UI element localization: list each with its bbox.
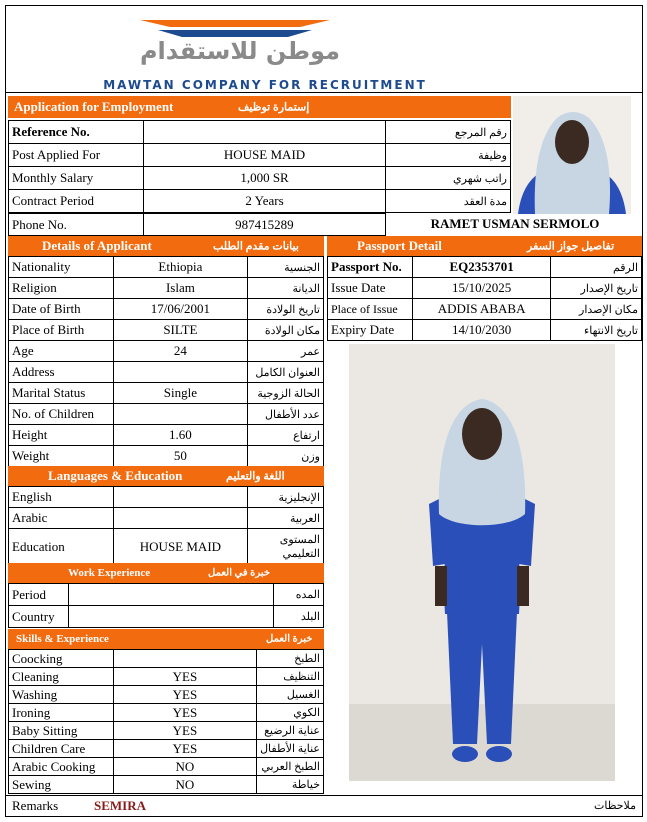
age-label: Age bbox=[9, 341, 114, 362]
address-label-ar: العنوان الكامل bbox=[248, 362, 324, 383]
arabic-label-ar: العربية bbox=[248, 508, 324, 529]
phone-label: Phone No. bbox=[9, 214, 144, 236]
place-of-issue-label: Place of Issue bbox=[328, 299, 413, 320]
ironing-label: Ironing bbox=[9, 704, 114, 722]
phone-table bbox=[8, 213, 386, 236]
height-label-ar: ارتفاع bbox=[248, 425, 324, 446]
weight-label-ar: وزن bbox=[248, 446, 324, 467]
age-label-ar: عمر bbox=[248, 341, 324, 362]
period-label: Period bbox=[9, 584, 69, 606]
passport-table bbox=[327, 256, 642, 341]
children-label: No. of Children bbox=[9, 404, 114, 425]
table-row bbox=[9, 650, 324, 668]
skills-table bbox=[8, 649, 324, 794]
english-label-ar: الإنجليزية bbox=[248, 487, 324, 508]
table-row bbox=[328, 299, 642, 320]
remarks-label-ar: ملاحظات bbox=[594, 800, 636, 812]
table-row bbox=[9, 121, 511, 144]
table-row bbox=[328, 257, 642, 278]
table-row bbox=[9, 529, 324, 565]
reference-label: Reference No. bbox=[9, 121, 144, 144]
age-value: 24 bbox=[113, 341, 247, 362]
remarks-label: Remarks bbox=[12, 798, 59, 813]
table-row bbox=[9, 487, 324, 508]
period-label-ar: المده bbox=[274, 584, 324, 606]
languages-header bbox=[8, 466, 324, 486]
issue-date-value: 15/10/2025 bbox=[412, 278, 550, 299]
table-row bbox=[9, 299, 324, 320]
table-row bbox=[328, 320, 642, 341]
address-label: Address bbox=[9, 362, 114, 383]
table-row bbox=[9, 425, 324, 446]
table-row bbox=[9, 446, 324, 467]
ironing-value: YES bbox=[113, 704, 256, 722]
reference-value bbox=[143, 121, 385, 144]
details-header bbox=[8, 236, 324, 256]
pob-value: SILTE bbox=[113, 320, 247, 341]
table-row bbox=[9, 740, 324, 758]
dob-label: Date of Birth bbox=[9, 299, 114, 320]
skills-title: Skills & Experience bbox=[16, 633, 109, 645]
passport-header bbox=[327, 236, 642, 256]
weight-value: 50 bbox=[113, 446, 247, 467]
dob-label-ar: تاريخ الولادة bbox=[248, 299, 324, 320]
skills-header bbox=[8, 629, 324, 649]
children-label-ar: عدد الأطفال bbox=[248, 404, 324, 425]
english-value bbox=[113, 487, 248, 508]
baby-sitting-label-ar: عناية الرضيع bbox=[257, 722, 324, 740]
portrait-photo bbox=[513, 96, 631, 214]
table-row bbox=[9, 278, 324, 299]
salary-value: 1,000 SR bbox=[143, 167, 385, 190]
sewing-label: Sewing bbox=[9, 776, 114, 794]
post-value: HOUSE MAID bbox=[143, 144, 385, 167]
salary-label-ar: راتب شهري bbox=[386, 167, 511, 190]
marital-label-ar: الحالة الزوجية bbox=[248, 383, 324, 404]
table-row bbox=[9, 776, 324, 794]
baby-sitting-label: Baby Sitting bbox=[9, 722, 114, 740]
post-label: Post Applied For bbox=[9, 144, 144, 167]
cleaning-label: Cleaning bbox=[9, 668, 114, 686]
table-row bbox=[9, 362, 324, 383]
table-row bbox=[9, 404, 324, 425]
table-row bbox=[9, 144, 511, 167]
sewing-label-ar: خياطة bbox=[257, 776, 324, 794]
nationality-label-ar: الجنسية bbox=[248, 257, 324, 278]
passport-no-label-ar: الرقم bbox=[551, 257, 642, 278]
application-table bbox=[8, 120, 511, 213]
arabic-cooking-label: Arabic Cooking bbox=[9, 758, 114, 776]
table-row bbox=[9, 606, 324, 628]
table-row bbox=[9, 704, 324, 722]
nationality-value: Ethiopia bbox=[113, 257, 247, 278]
remarks-row bbox=[6, 795, 642, 815]
marital-value: Single bbox=[113, 383, 247, 404]
marital-label: Marital Status bbox=[9, 383, 114, 404]
details-title: Details of Applicant bbox=[42, 238, 152, 253]
period-value bbox=[68, 584, 273, 606]
details-table bbox=[8, 256, 324, 467]
work-table bbox=[8, 583, 324, 628]
country-label-ar: البلد bbox=[274, 606, 324, 628]
expiry-date-label-ar: تاريخ الانتهاء bbox=[551, 320, 642, 341]
table-row bbox=[9, 167, 511, 190]
dob-value: 17/06/2001 bbox=[113, 299, 247, 320]
table-row bbox=[9, 508, 324, 529]
nationality-label: Nationality bbox=[9, 257, 114, 278]
table-row bbox=[9, 668, 324, 686]
cooking-value bbox=[113, 650, 256, 668]
sewing-value: NO bbox=[113, 776, 256, 794]
pob-label: Place of Birth bbox=[9, 320, 114, 341]
baby-sitting-value: YES bbox=[113, 722, 256, 740]
country-label: Country bbox=[9, 606, 69, 628]
table-row bbox=[9, 341, 324, 362]
arabic-cooking-label-ar: الطبخ العربي bbox=[257, 758, 324, 776]
ironing-label-ar: الكوي bbox=[257, 704, 324, 722]
cleaning-label-ar: التنظيف bbox=[257, 668, 324, 686]
pob-label-ar: مكان الولادة bbox=[248, 320, 324, 341]
phone-value: 987415289 bbox=[143, 214, 385, 236]
arabic-label: Arabic bbox=[9, 508, 114, 529]
washing-value: YES bbox=[113, 686, 256, 704]
applicant-name: RAMET USMAN SERMOLO bbox=[430, 216, 600, 231]
table-row bbox=[328, 278, 642, 299]
table-row bbox=[9, 190, 511, 213]
passport-title: Passport Detail bbox=[357, 238, 442, 253]
expiry-date-value: 14/10/2030 bbox=[412, 320, 550, 341]
table-row bbox=[9, 257, 324, 278]
cooking-label-ar: الطبخ bbox=[257, 650, 324, 668]
issue-date-label: Issue Date bbox=[328, 278, 413, 299]
table-row bbox=[9, 686, 324, 704]
remarks-value: SEMIRA bbox=[94, 798, 147, 813]
skills-title-ar: خبرة العمل bbox=[266, 633, 313, 645]
washing-label: Washing bbox=[9, 686, 114, 704]
contract-value: 2 Years bbox=[143, 190, 385, 213]
children-care-label: Children Care bbox=[9, 740, 114, 758]
table-row bbox=[9, 383, 324, 404]
children-value bbox=[113, 404, 247, 425]
cleaning-value: YES bbox=[113, 668, 256, 686]
table-row bbox=[9, 722, 324, 740]
logo-arabic-text: موطن للاستقدام bbox=[139, 37, 341, 65]
application-title: Application for Employment bbox=[14, 99, 174, 114]
height-value: 1.60 bbox=[113, 425, 247, 446]
work-header bbox=[8, 563, 324, 583]
children-care-value: YES bbox=[113, 740, 256, 758]
table-row bbox=[9, 214, 386, 236]
table-row bbox=[9, 320, 324, 341]
children-care-label-ar: عناية الأطفال bbox=[257, 740, 324, 758]
education-label: Education bbox=[9, 529, 114, 565]
place-of-issue-label-ar: مكان الإصدار bbox=[551, 299, 642, 320]
languages-table bbox=[8, 486, 324, 565]
arabic-cooking-value: NO bbox=[113, 758, 256, 776]
work-title-ar: خبرة في العمل bbox=[208, 567, 271, 579]
table-row bbox=[9, 758, 324, 776]
application-header bbox=[8, 96, 511, 118]
details-title-ar: بيانات مقدم الطلب bbox=[213, 240, 299, 253]
reference-label-ar: رقم المرجع bbox=[386, 121, 511, 144]
header-divider bbox=[6, 92, 642, 93]
application-title-ar: إستمارة توظيف bbox=[238, 101, 310, 114]
languages-title: Languages & Education bbox=[48, 468, 183, 483]
religion-value: Islam bbox=[113, 278, 247, 299]
work-title: Work Experience bbox=[68, 567, 151, 579]
arabic-value bbox=[113, 508, 248, 529]
religion-label: Religion bbox=[9, 278, 114, 299]
height-label: Height bbox=[9, 425, 114, 446]
english-label: English bbox=[9, 487, 114, 508]
country-value bbox=[68, 606, 273, 628]
education-label-ar: المستوى التعليمي bbox=[248, 529, 324, 565]
contract-label: Contract Period bbox=[9, 190, 144, 213]
languages-title-ar: اللغة والتعليم bbox=[226, 470, 285, 483]
education-value: HOUSE MAID bbox=[113, 529, 248, 565]
passport-no-label: Passport No. bbox=[328, 257, 413, 278]
expiry-date-label: Expiry Date bbox=[328, 320, 413, 341]
passport-no-value: EQ2353701 bbox=[412, 257, 550, 278]
company-name: MAWTAN COMPANY FOR RECRUITMENT bbox=[103, 78, 427, 92]
religion-label-ar: الديانة bbox=[248, 278, 324, 299]
full-body-photo bbox=[349, 344, 615, 781]
place-of-issue-value: ADDIS ABABA bbox=[412, 299, 550, 320]
salary-label: Monthly Salary bbox=[9, 167, 144, 190]
weight-label: Weight bbox=[9, 446, 114, 467]
contract-label-ar: مدة العقد bbox=[386, 190, 511, 213]
washing-label-ar: الغسيل bbox=[257, 686, 324, 704]
table-row bbox=[9, 584, 324, 606]
passport-title-ar: تفاصيل جواز السفر bbox=[527, 240, 615, 253]
issue-date-label-ar: تاريخ الإصدار bbox=[551, 278, 642, 299]
post-label-ar: وظيفة bbox=[386, 144, 511, 167]
cooking-label: Coocking bbox=[9, 650, 114, 668]
address-value bbox=[113, 362, 247, 383]
